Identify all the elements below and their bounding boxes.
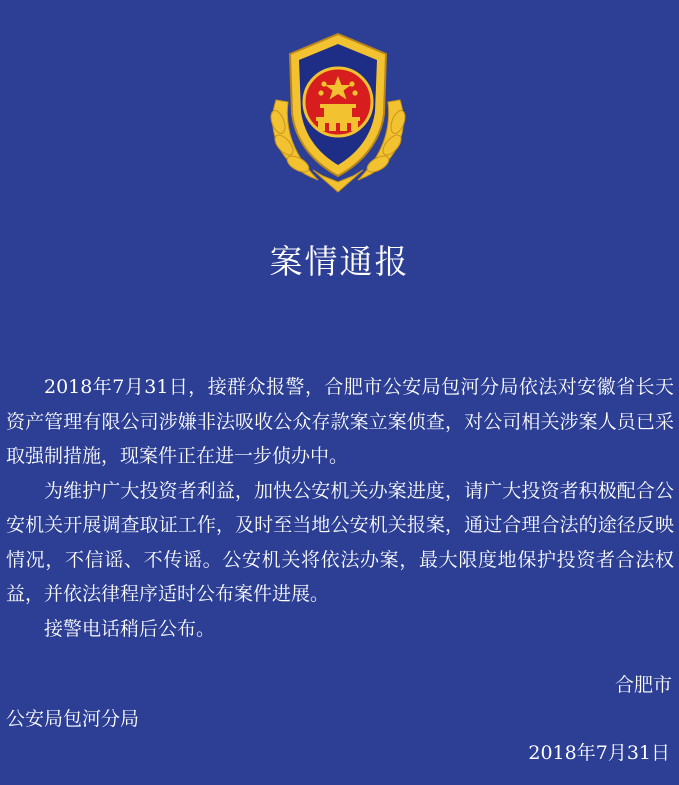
signature-date: 2018年7月31日: [528, 742, 670, 764]
paragraph: 2018年7月31日，接群众报警，合肥市公安局包河分局依法对安徽省长天资产管理有限公司涉嫌非法吸收公众存款案立案侦查，对公司相关涉案人员已采取强制措施，现案件正在进一步侦办中。: [6, 376, 674, 467]
page-title: 案情通报: [269, 242, 410, 281]
paragraph: 为维护广大投资者利益，加快公安机关办案进度，请广大投资者积极配合公安机关开展调查取证工作，及时至当地公安机关报案，通过合理合法的途径反映情况，不信谣、不传谣。公安机关将依法办案，最大限度地保护投资者合法权益，并依法律程序适时公布案件进展。: [6, 479, 674, 605]
signature-city: 合肥市: [614, 674, 672, 696]
police-emblem: [258, 30, 418, 195]
paragraph: 接警电话稍后公布。: [44, 617, 216, 640]
signature-org: 公安局包河分局: [6, 708, 140, 730]
report-body: [6, 370, 674, 646]
